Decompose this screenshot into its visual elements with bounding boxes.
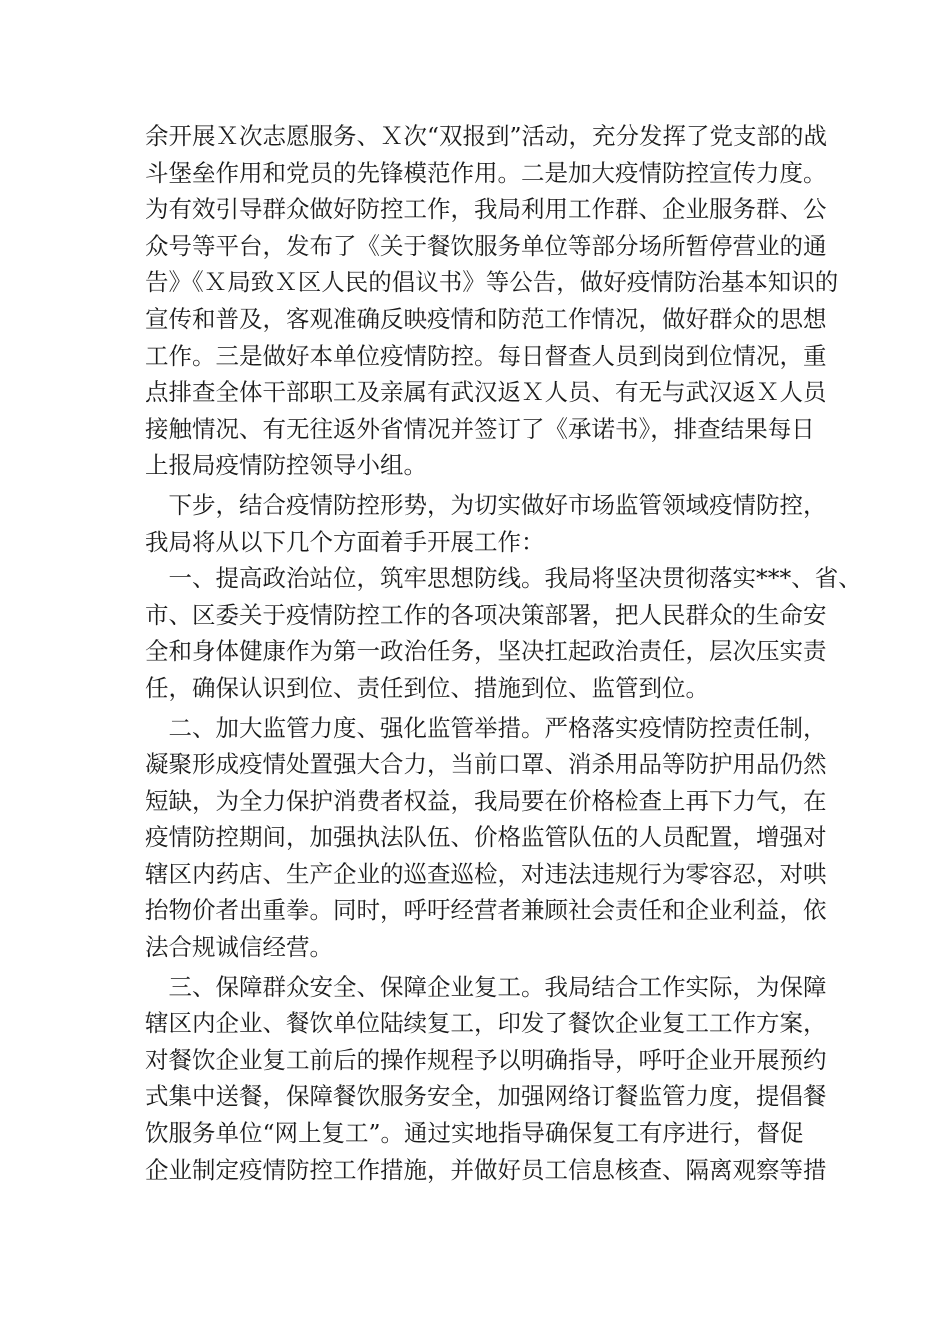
text-line: 为有效引导群众做好防控工作，我局利用工作群、企业服务群、公 (145, 195, 827, 224)
text-line: 抬物价者出重拳。同时，呼吁经营者兼顾社会责任和企业利益，依 (145, 896, 827, 925)
text-line: 法合规诚信经营。 (145, 933, 333, 962)
text-line: 凝聚形成疫情处置强大合力，当前口罩、消杀用品等防护用品仍然 (145, 750, 827, 779)
text-line: 对餐饮企业复工前后的操作规程予以明确指导，呼吁企业开展预约 (145, 1045, 827, 1074)
paragraph (145, 487, 827, 560)
text-line: 任，确保认识到位、责任到位、措施到位、监管到位。 (145, 673, 709, 702)
text-line: 一、提高政治站位，筑牢思想防线。我局将坚决贯彻落实***、省、 (145, 564, 862, 593)
text-line: 接触情况、有无往返外省情况并签订了《承诺书》，排查结果每日 (145, 414, 815, 443)
paragraph (145, 710, 827, 966)
text-line: 企业制定疫情防控工作措施，并做好员工信息核查、隔离观察等措 (145, 1155, 827, 1184)
document-body (145, 118, 862, 1188)
text-line: 我局将从以下几个方面着手开展工作： (145, 527, 545, 556)
text-line: 式集中送餐，保障餐饮服务安全，加强网络订餐监管力度，提倡餐 (145, 1082, 827, 1111)
text-line: 余开展Ｘ次志愿服务、Ｘ次“双报到”活动，充分发挥了党支部的战 (145, 122, 828, 150)
text-line: 告》《Ｘ局致Ｘ区人民的倡议书》等公告，做好疫情防治基本知识的 (145, 268, 839, 297)
paragraph (145, 560, 862, 706)
paragraph (145, 118, 839, 484)
text-line: 上报局疫情防控领导小组。 (145, 451, 427, 480)
text-line: 斗堡垒作用和党员的先锋模范作用。二是加大疫情防控宣传力度。 (145, 158, 827, 187)
text-line: 下步，结合疫情防控形势，为切实做好市场监管领域疫情防控， (145, 490, 827, 519)
text-line: 二、加大监管力度、强化监管举措。严格落实疫情防控责任制， (145, 713, 827, 742)
text-line: 工作。三是做好本单位疫情防控。每日督查人员到岗到位情况，重 (145, 341, 827, 370)
text-line: 全和身体健康作为第一政治任务，坚决扛起政治责任，层次压实责 (145, 637, 827, 666)
text-line: 三、保障群众安全、保障企业复工。我局结合工作实际，为保障 (145, 972, 827, 1001)
text-line: 辖区内企业、餐饮单位陆续复工，印发了餐饮企业复工工作方案， (145, 1009, 827, 1038)
text-line: 市、区委关于疫情防控工作的各项决策部署，把人民群众的生命安 (145, 600, 827, 629)
text-line: 点排查全体干部职工及亲属有武汉返Ｘ人员、有无与武汉返Ｘ人员 (145, 378, 827, 407)
text-line: 宣传和普及，客观准确反映疫情和防范工作情况，做好群众的思想 (145, 304, 827, 333)
text-line: 众号等平台，发布了《关于餐饮服务单位等部分场所暂停营业的通 (145, 231, 827, 260)
paragraph (145, 969, 827, 1189)
text-line: 饮服务单位“网上复工”。通过实地指导确保复工有序进行，督促 (145, 1119, 804, 1148)
text-line: 疫情防控期间，加强执法队伍、价格监管队伍的人员配置，增强对 (145, 823, 827, 852)
text-line: 短缺，为全力保护消费者权益，我局要在价格检查上再下力气，在 (145, 786, 827, 815)
text-line: 辖区内药店、生产企业的巡查巡检，对违法违规行为零容忍，对哄 (145, 859, 827, 888)
